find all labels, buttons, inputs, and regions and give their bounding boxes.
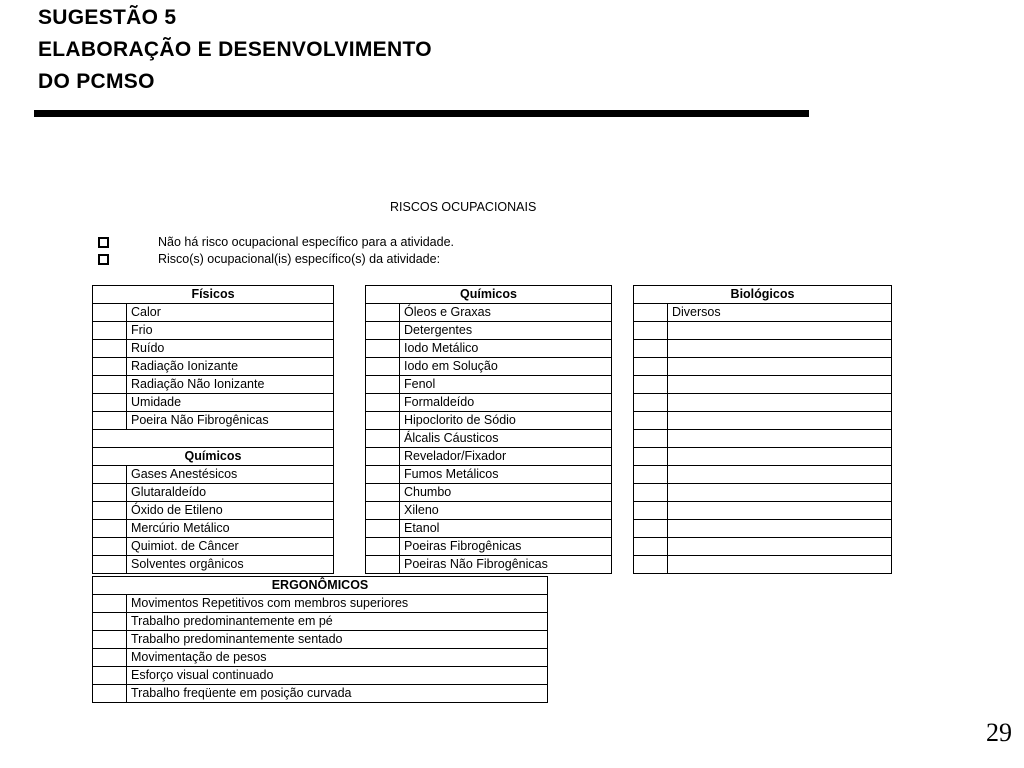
biologicos-checkbox-cell[interactable] (634, 484, 668, 502)
ergonomicos-row (93, 613, 548, 631)
quimicos-left-row (93, 538, 334, 556)
ergonomicos-checkbox-cell[interactable] (93, 649, 127, 667)
fisicos-checkbox-cell[interactable] (93, 322, 127, 340)
fisicos-header: Físicos (93, 286, 334, 304)
biologicos-row (634, 340, 892, 358)
fisicos-row (93, 304, 334, 322)
fisicos-item-label: Frio (127, 322, 334, 340)
quimicos-mid-checkbox-cell[interactable] (366, 448, 400, 466)
quimicos-mid-checkbox-cell[interactable] (366, 502, 400, 520)
biologicos-row (634, 430, 892, 448)
biologicos-item-label (668, 358, 892, 376)
quimicos-mid-checkbox-cell[interactable] (366, 430, 400, 448)
biologicos-checkbox-cell[interactable] (634, 304, 668, 322)
table-fisicos-quimicos (92, 285, 334, 574)
quimicos-mid-row (366, 394, 612, 412)
quimicos-mid-row (366, 502, 612, 520)
fisicos-item-label: Radiação Ionizante (127, 358, 334, 376)
section-title: RISCOS OCUPACIONAIS (390, 200, 537, 214)
biologicos-row (634, 322, 892, 340)
quimicos-mid-checkbox-cell[interactable] (366, 412, 400, 430)
quimicos-mid-row (366, 448, 612, 466)
biologicos-checkbox-cell[interactable] (634, 520, 668, 538)
fisicos-item-label: Umidade (127, 394, 334, 412)
biologicos-header: Biológicos (634, 286, 892, 304)
biologicos-checkbox-cell[interactable] (634, 448, 668, 466)
biologicos-row (634, 304, 892, 322)
ergonomicos-item-label: Esforço visual continuado (127, 667, 548, 685)
biologicos-row (634, 394, 892, 412)
fisicos-row (93, 412, 334, 430)
ergonomicos-row (93, 667, 548, 685)
fisicos-checkbox-cell[interactable] (93, 304, 127, 322)
fisicos-checkbox-cell[interactable] (93, 376, 127, 394)
quimicos-mid-row (366, 520, 612, 538)
heading-line-1: SUGESTÃO 5 (38, 6, 177, 29)
quimicos-mid-checkbox-cell[interactable] (366, 304, 400, 322)
ergonomicos-item-label: Movimentação de pesos (127, 649, 548, 667)
quimicos-mid-checkbox-cell[interactable] (366, 466, 400, 484)
fisicos-header-row (93, 286, 334, 304)
quimicos-mid-item-label: Fumos Metálicos (400, 466, 612, 484)
quimicos-left-item-label: Quimiot. de Câncer (127, 538, 334, 556)
quimicos-left-item-label: Glutaraldeído (127, 484, 334, 502)
quimicos-left-item-label: Solventes orgânicos (127, 556, 334, 574)
table-biologicos (633, 285, 892, 574)
biologicos-checkbox-cell[interactable] (634, 538, 668, 556)
quimicos-mid-item-label: Xileno (400, 502, 612, 520)
quimicos-left-row (93, 556, 334, 574)
biologicos-checkbox-cell[interactable] (634, 466, 668, 484)
biologicos-row (634, 358, 892, 376)
biologicos-row (634, 538, 892, 556)
biologicos-checkbox-cell[interactable] (634, 556, 668, 574)
quimicos-left-checkbox-cell[interactable] (93, 466, 127, 484)
quimicos-left-item-label: Mercúrio Metálico (127, 520, 334, 538)
biologicos-checkbox-cell[interactable] (634, 394, 668, 412)
ergonomicos-row (93, 631, 548, 649)
ergonomicos-item-label: Trabalho predominantemente sentado (127, 631, 548, 649)
fisicos-checkbox-cell[interactable] (93, 412, 127, 430)
quimicos-left-checkbox-cell[interactable] (93, 520, 127, 538)
biologicos-checkbox-cell[interactable] (634, 412, 668, 430)
quimicos-mid-row (366, 322, 612, 340)
fisicos-row (93, 322, 334, 340)
ergonomicos-checkbox-cell[interactable] (93, 667, 127, 685)
quimicos-mid-row (366, 538, 612, 556)
ergonomicos-row (93, 685, 548, 703)
quimicos-left-checkbox-cell[interactable] (93, 538, 127, 556)
biologicos-row (634, 412, 892, 430)
quimicos-mid-row (366, 304, 612, 322)
biologicos-item-label (668, 394, 892, 412)
biologicos-item-label (668, 538, 892, 556)
ergonomicos-checkbox-cell[interactable] (93, 685, 127, 703)
quimicos-mid-item-label: Álcalis Cáusticos (400, 430, 612, 448)
biologicos-row (634, 448, 892, 466)
fisicos-row (93, 394, 334, 412)
quimicos-left-checkbox-cell[interactable] (93, 556, 127, 574)
quimicos-left-checkbox-cell[interactable] (93, 502, 127, 520)
quimicos-mid-item-label: Formaldeído (400, 394, 612, 412)
biologicos-checkbox-cell[interactable] (634, 502, 668, 520)
ergonomicos-row (93, 649, 548, 667)
biologicos-checkbox-cell[interactable] (634, 340, 668, 358)
quimicos-mid-item-label: Iodo em Solução (400, 358, 612, 376)
spacer-row (93, 430, 334, 448)
ergonomicos-item-label: Movimentos Repetitivos com membros superiores (127, 595, 548, 613)
quimicos-mid-row (366, 556, 612, 574)
biologicos-item-label (668, 520, 892, 538)
quimicos-mid-item-label: Revelador/Fixador (400, 448, 612, 466)
biologicos-item-label (668, 466, 892, 484)
quimicos-mid-checkbox-cell[interactable] (366, 556, 400, 574)
quimicos-mid-checkbox-cell[interactable] (366, 358, 400, 376)
quimicos-mid-row (366, 412, 612, 430)
option-specific-risk-label: Risco(s) ocupacional(is) específico(s) da atividade: (158, 252, 441, 266)
checkbox-specific-risk[interactable] (98, 254, 109, 265)
fisicos-checkbox-cell[interactable] (93, 358, 127, 376)
quimicos-mid-item-label: Iodo Metálico (400, 340, 612, 358)
quimicos-mid-row (366, 466, 612, 484)
quimicos-left-row (93, 502, 334, 520)
quimicos-left-row (93, 520, 334, 538)
biologicos-row (634, 376, 892, 394)
biologicos-checkbox-cell[interactable] (634, 322, 668, 340)
quimicos-mid-row (366, 340, 612, 358)
biologicos-item-label (668, 556, 892, 574)
quimicos-left-checkbox-cell[interactable] (93, 484, 127, 502)
fisicos-checkbox-cell[interactable] (93, 340, 127, 358)
biologicos-item-label (668, 430, 892, 448)
quimicos-mid-checkbox-cell[interactable] (366, 376, 400, 394)
page-heading (38, 2, 432, 98)
quimicos-mid-item-label: Óleos e Graxas (400, 304, 612, 322)
quimicos-mid-item-label: Hipoclorito de Sódio (400, 412, 612, 430)
biologicos-checkbox-cell[interactable] (634, 358, 668, 376)
biologicos-item-label: Diversos (668, 304, 892, 322)
quimicos-mid-item-label: Etanol (400, 520, 612, 538)
quimicos-left-row (93, 466, 334, 484)
ergonomicos-header-row (93, 577, 548, 595)
quimicos-mid-row (366, 430, 612, 448)
option-no-risk-label: Não há risco ocupacional específico para a atividade. (158, 235, 455, 249)
biologicos-row (634, 502, 892, 520)
biologicos-item-label (668, 412, 892, 430)
fisicos-item-label: Calor (127, 304, 334, 322)
quimicos-left-header: Químicos (93, 448, 334, 466)
quimicos-left-header-row (93, 448, 334, 466)
quimicos-mid-item-label: Poeiras Fibrogênicas (400, 538, 612, 556)
heading-line-3: DO PCMSO (38, 70, 155, 93)
biologicos-item-label (668, 376, 892, 394)
biologicos-header-row (634, 286, 892, 304)
table-quimicos (365, 285, 612, 574)
table-ergonomicos (92, 576, 548, 703)
fisicos-row (93, 340, 334, 358)
biologicos-item-label (668, 322, 892, 340)
checkbox-no-risk[interactable] (98, 237, 109, 248)
quimicos-mid-row (366, 484, 612, 502)
ergonomicos-checkbox-cell[interactable] (93, 631, 127, 649)
quimicos-mid-checkbox-cell[interactable] (366, 520, 400, 538)
quimicos-mid-item-label: Poeiras Não Fibrogênicas (400, 556, 612, 574)
biologicos-checkbox-cell[interactable] (634, 430, 668, 448)
spacer-row-cell (93, 430, 334, 448)
fisicos-checkbox-cell[interactable] (93, 394, 127, 412)
ergonomicos-item-label: Trabalho predominantemente em pé (127, 613, 548, 631)
fisicos-item-label: Radiação Não Ionizante (127, 376, 334, 394)
quimicos-mid-header-row (366, 286, 612, 304)
biologicos-row (634, 484, 892, 502)
quimicos-left-row (93, 484, 334, 502)
quimicos-mid-row (366, 376, 612, 394)
quimicos-mid-item-label: Fenol (400, 376, 612, 394)
quimicos-left-item-label: Óxido de Etileno (127, 502, 334, 520)
biologicos-row (634, 520, 892, 538)
heading-line-2: ELABORAÇÃO E DESENVOLVIMENTO (38, 38, 432, 61)
quimicos-mid-checkbox-cell[interactable] (366, 322, 400, 340)
quimicos-mid-checkbox-cell[interactable] (366, 538, 400, 556)
ergonomicos-checkbox-cell[interactable] (93, 613, 127, 631)
quimicos-left-item-label: Gases Anestésicos (127, 466, 334, 484)
quimicos-mid-row (366, 358, 612, 376)
ergonomicos-header: ERGONÔMICOS (93, 577, 548, 595)
biologicos-row (634, 466, 892, 484)
biologicos-item-label (668, 448, 892, 466)
biologicos-checkbox-cell[interactable] (634, 376, 668, 394)
fisicos-row (93, 376, 334, 394)
quimicos-mid-item-label: Chumbo (400, 484, 612, 502)
quimicos-mid-checkbox-cell[interactable] (366, 394, 400, 412)
biologicos-item-label (668, 340, 892, 358)
ergonomicos-row (93, 595, 548, 613)
quimicos-mid-checkbox-cell[interactable] (366, 340, 400, 358)
heading-rule (34, 110, 809, 117)
biologicos-item-label (668, 502, 892, 520)
fisicos-row (93, 358, 334, 376)
ergonomicos-item-label: Trabalho freqüente em posição curvada (127, 685, 548, 703)
biologicos-row (634, 556, 892, 574)
page-number: 29 (986, 718, 1012, 747)
quimicos-mid-header: Químicos (366, 286, 612, 304)
quimicos-mid-item-label: Detergentes (400, 322, 612, 340)
ergonomicos-checkbox-cell[interactable] (93, 595, 127, 613)
fisicos-item-label: Poeira Não Fibrogênicas (127, 412, 334, 430)
quimicos-mid-checkbox-cell[interactable] (366, 484, 400, 502)
fisicos-item-label: Ruído (127, 340, 334, 358)
biologicos-item-label (668, 484, 892, 502)
